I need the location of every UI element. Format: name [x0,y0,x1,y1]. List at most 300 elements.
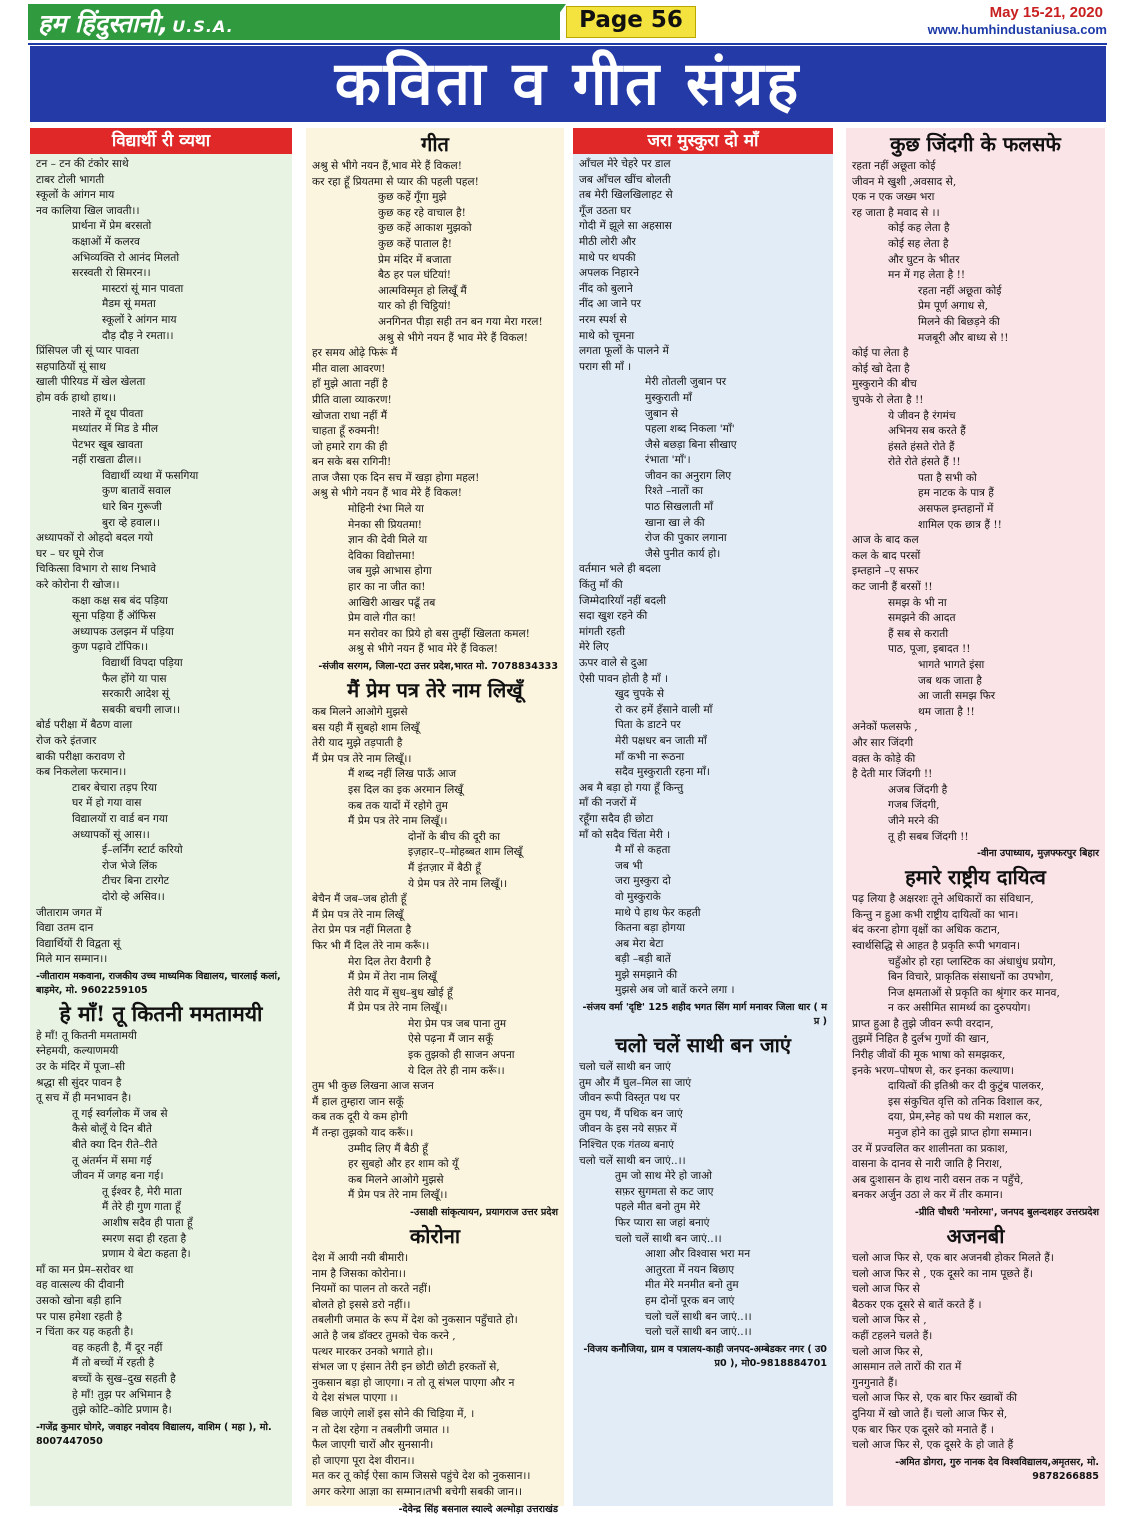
section-title: कविता व गीत संग्रह [334,49,802,119]
poem-line: कितना बड़ा होगया [615,922,685,935]
poem-line: मीत मेरे मनमीत बनो तुम [645,1279,739,1292]
poem-line: ताज जैसा एक दिन सच में खड़ा होगा महल! [312,471,480,484]
poem-line: जब आँचल खींच बोलती [579,173,671,186]
poem-line: आँचल मेरे चेहरे पर डाल [579,158,671,170]
poem-line: पहले मीत बनो तुम मेरे [615,1201,701,1214]
poem-line: मुस्कुराने की बीच [852,378,917,391]
poem-line: उसको खोना बड़ी हानि [36,1294,122,1307]
poem-line: हो जाएगा पूरा देश वीरान।। [312,1454,415,1467]
poem-line: बच्चों के सुख–दुख सहती है [72,1372,176,1385]
poem-line: करे कोरोना री खोज।। [36,579,120,592]
poem-line: दोरो व्हे असिव।। [102,890,165,903]
poem-line: कट जानी हैं बरसों !! [852,581,933,594]
poem-line: चहुँओर हो रहा प्लास्टिक का अंधाधुंध प्रयोग, [888,955,1057,968]
poem-line: मिले मान सम्मान।। [36,953,108,966]
poem-line: चलो चलें साथी बन जाएं..।। [579,1154,686,1167]
poem-line: पहला शब्द निकला 'माँ' [645,423,735,436]
poem-line: सदैव मुस्कुराती रहना माँ। [615,766,710,779]
poem-author: -उसाक्षी सांकृत्यायन, प्रयागराज उत्तर प्रदेश [410,1207,558,1218]
poem-body [30,1026,292,1421]
poem-line: उर में प्रज्वलित कर शालीनता का प्रकाश, [852,1142,1008,1155]
poem-line: विद्यार्थी व्यथा में फसगिया [102,469,199,482]
poem-line: टीचर बिना टारगेट [102,875,170,888]
poem-line: कोई पा लेता है [852,347,909,360]
poem-title: हमारे राष्ट्रीय दायित्व [905,865,1046,890]
poem-line: ये देश संभल पाएगा ।। [312,1392,398,1405]
poem-line: अश्रु से भीगे नयन हैं,भाव मेरे हैं विकल! [312,160,462,172]
poem-line: बिछ जाएंगे लाशें इस सोने की चिड़िया में, । [312,1407,475,1420]
poem-line: कोई कह लेता है [888,222,950,235]
poem-line: जीवन का अनुराग लिए [645,469,732,482]
poem-body [306,702,564,1206]
poem-line: कुछ कहें पाताल है! [378,237,453,250]
poem-line: प्रेम वाले गीत का! [348,612,417,625]
poem-line: वो मुस्कुराके [615,890,661,903]
poem-line: आसमान तले तारों की रात में [852,1361,962,1374]
poem-line: माथे को चूमना [579,329,635,342]
poem-line: आशा और विश्वास भरा मन [645,1248,751,1261]
poem-line: कुछ कहें आकाश मुझको [378,222,472,235]
poem-line: तेरी याद मुझे तड़पाती है [312,737,403,750]
poem-author: -देवेन्द्र सिंह बसनाल स्याल्दे अल्मोड़ा उत्तराखंड [398,1503,558,1515]
poem-line: प्रणाम ये बेटा कहता है। [102,1248,191,1261]
poem-line: माथे पे हाथ फेर कहती [615,906,701,919]
poem-line: मेनका सी प्रियतमा! [348,518,423,531]
poem-line: मैं हाल तुम्हारा जान सकूँ [312,1095,404,1108]
poem-author: -प्रीति चौधरी 'मनोरमा', जनपद बुलन्दशहर उत्तरप्रदेश [914,1207,1099,1218]
poem-line: ये दिल तेरे ही नाम करूँ।। [408,1064,505,1077]
poem-line: पिता के डाटने पर [615,719,681,732]
page-number: Page 56 [579,7,683,33]
poem-line: घर – घर घूमे रोज [36,547,104,560]
poem-line: आत्मविस्मृत हो लिखूँ मैं [378,284,467,297]
poem-line: मैं प्रेम पत्र तेरे नाम लिखूँ।। [348,815,448,828]
poem-line: मुझसे अब जो बातें करने लगा । [615,984,735,997]
poem-line: नहीं राखता ढील।। [72,454,142,467]
poem-line: फिर भी मैं दिल तेरे नाम करूँ।। [312,939,430,952]
poem-line: श्रद्धा सी सुंदर पावन है [36,1076,122,1089]
poem-line: पत्थर मारकर उनको भगाते हो।। [312,1345,434,1358]
poem-line: मांगती रहती [579,625,625,638]
poem-line: सदा खुश रहने की [579,610,648,623]
poem-line: मेरी तोतली जुबान पर [645,376,727,389]
brand-name: हम हिंदुस्तानी, [38,9,169,38]
poem-line: एक न एक जख्म भरा [852,191,935,204]
poem-line: दौड़ दौड़ ने रमता।। [102,329,174,342]
poem-line: कर रहा हूँ प्रियतमा से प्यार की पहली पहल! [312,175,479,188]
poem-line: अगर करेगा आज्ञा का सम्मान।तभी बचेगी सबकी जान।। [312,1485,522,1498]
poem-line: वक़्त के कोड़े की [852,752,916,765]
poem-line: हर समय ओढ़े फिरूं मैं [312,347,398,360]
poem-line: एक बार फिर एक दूसरे को मनाते हैं । [852,1423,994,1436]
poem-line: स्वार्थसिद्धि से आहत है प्रकृति रूपी भगवान। [852,939,1020,952]
poem-line: कोई सह लेता है [888,237,949,250]
poem-line: मैं शब्द नहीं लिख पाऊँ आज [348,768,457,781]
poem-line: रहता नहीं अछूता कोई [918,284,1002,297]
poem-line: मीठी लोरी और [579,235,636,248]
poem-line: मुस्कुराती माँ [645,391,692,404]
poem-line: इज़हार–ए–मोहब्बत शाम लिखूँ [408,846,523,859]
poem-line: बिन विचारे, प्राकृतिक संसाधनों का उपभोग, [888,971,1054,984]
poem-line: पाठ, पूजा, इबादत !! [888,643,971,656]
poem-line: खुद चुपके से [615,688,665,701]
poem-line: कोई खो देता है [852,362,910,375]
poem-line: मै माँ से कहता [615,844,671,857]
poem-line: धारे बिन गुरूजी [102,501,162,514]
poem-line: पढ़ लिया है अक्षरशः तूने अधिकारों का संविधान, [852,893,1034,906]
poem-line: फैल होंगे या पास [102,672,167,685]
poem-line: जैसे पुनीत कार्य हो। [645,547,721,560]
poem-line: प्रेम मंदिर में बजाता [378,253,452,266]
poem-line: रिश्ते –नातों का [645,485,703,498]
poem-line: इस दिल का इक अरमान लिखूँ [348,783,463,796]
poem-body [846,156,1105,847]
poem-line: दोनों के बीच की दूरी का [408,830,500,843]
poem-line: अभिव्यक्ति रो आनंद मिलतो [72,251,180,264]
poem-line: तब मेरी खिलखिलाहट से [579,189,673,202]
poem-line: हम नाटक के पात्र हैं [918,487,994,500]
poem-line: अध्यापकों रो ओहदो बदल गयो [36,532,153,545]
poem-line: सहपाठियों सूं साथ [36,360,106,373]
poem-line: न कर असीमित सामर्थ्य का दुरुपयोग। [888,1002,1031,1015]
poem-line: बाकी परीक्षा करावण रो [36,750,126,763]
poem-line: स्नेहमयी, कल्याणमयी [36,1045,119,1058]
poem-line: और सार जिंदगी [852,736,914,749]
poem-body [573,154,833,1001]
poem-line: नाम है जिसका कोरोना।। [312,1267,406,1280]
poem-line: कुण बातावें सवाल [102,485,171,498]
poem-line: मैं इंतज़ार में बैठी हूँ [408,861,481,874]
poem-line: लगता फूलों के पालने में [579,345,669,358]
poem-line: बन सके बस रागिनी! [312,456,392,469]
poem-line: अश्रु से भीगे नयन हैं भाव मेरे हैं विकल! [312,487,462,500]
poem-line: बैठ हर पल घंटियां! [378,269,451,282]
column-2 [306,128,564,1515]
poem-line: सबकी बचगी लाज।। [102,703,181,716]
poem-title: मैं प्रेम पत्र तेरे नाम लिखूँ [347,678,523,702]
poem-line: रंभाता 'माँ'। [645,454,691,467]
poem-line: रो कर हमें हँसाने वाली माँ [615,703,713,716]
poem-line: बीते क्या दिन रीते–रीते [72,1139,158,1152]
poem-line: टन – टन की टंकोर साथे [36,158,129,170]
poem-line: बंद करना होगा वृक्षों का अधिक कटान, [852,924,1001,937]
poem-line: विद्यार्थियों री विद्वता सूं [36,937,121,950]
poem-line: दायित्वों की इतिश्री कर दी कुटुंब पालकर, [888,1080,1045,1093]
poem-line: हम दोनों पूरक बन जाएं [645,1294,735,1307]
poem-line: प्रीति वाला व्याकरण! [312,393,392,406]
poem-line: कब तक यादों में रहोगे तुम [348,799,448,812]
poem-line: प्राप्त हुआ है तुझे जीवन रूपी वरदान, [852,1017,994,1030]
poem-line: जब मुझे आभास होगा [348,565,432,578]
poem-line: कक्षा कक्ष सब बंद पड़िया [72,594,168,607]
poem-line: जुबान से [645,407,679,420]
poem-line: मेरा प्रेम पत्र जब पाना तुम [408,1017,507,1030]
poem-line: स्कूलों रे आंगन माय [102,313,177,326]
poem-line: बेचैन मैं जब–जब होती हूँ [312,893,407,906]
poem-line: गूँज उठता घर [579,204,631,217]
poem-line: फैल जाएगी चारों और सुनसानी। [312,1439,434,1452]
poem-line: माँ को सदैव चिंता मेरी । [579,828,671,841]
masthead [0,0,1135,44]
poem-line: तुम और मैं घुल–मिल सा जाएं [579,1076,692,1089]
poem-line: मन में गह लेता है !! [888,269,966,282]
poem-line: हार का ना जीत का! [348,581,426,594]
poem-line: सफ़र सुगमता से कट जाए [615,1185,714,1198]
poem-line: खाना खा ले की [645,516,705,529]
poem-line: अश्रु से भीगे नयन हैं भाव मेरे हैं विकल! [378,331,528,344]
poem-line: खोजता राधा नहीं मैं [312,409,388,422]
poem-line: हाँ मुझे आता नहीं है [312,378,388,391]
poem-line: मध्यांतर में मिड डे मील [72,423,159,436]
poem-line: कुछ कह रहे वाचाल है! [378,206,466,219]
poem-line: तबलीगी जमात के रूप में देश को नुकसान पहुँचाते हो। [312,1314,518,1327]
poem-line: तू सच में ही मनभावन है। [36,1092,132,1105]
poem-body [846,1248,1105,1456]
poem-line: नींद आ जाने पर [579,298,642,311]
poem-line: वासना के दानव से नारी जाति है निराश, [852,1158,1003,1171]
brand-logo [38,6,234,40]
poem-line: खाली पीरियड में खेल खेलता [36,376,146,389]
poem-line: कब मिलने आओगे मुझसे [348,1173,444,1186]
poem-line: जीवन में जगह बना गई। [72,1170,164,1183]
poem-line: बैठकर एक दूसरे से बातें करते हैं । [852,1298,982,1311]
poem-line: अश्रु से भीगे नयन हैं भाव मेरे हैं विकल! [348,643,498,656]
poem-line: चलो चलें साथी बन जाएं..।। [645,1310,752,1323]
poem-line: ई–लर्निंग स्टार्ट करियो [102,844,183,857]
poem-line: रोज भेजे लिंक [102,859,158,872]
poem-line: पराग सी माँ । [579,360,632,373]
poem-line: बोर्ड परीक्षा में बैठण वाला [36,719,133,732]
poem-line: शामिल एक छात्र हैं !! [918,518,1002,531]
poem-line: माँ की नजरों में [579,797,637,810]
poem-line: पाठ सिखलाती माँ [645,501,714,514]
poem-line: आशीष सदैव ही पाता हूँ [102,1217,193,1229]
poem-line: न तो देश रहेगा न तबलीगी जमात ।। [312,1423,450,1436]
poem-line: कहीं टहलने चलते हैं। [852,1329,933,1342]
poem-line: तुम जो साथ मेरे हो जाओ [615,1170,712,1183]
poem-line: आज के बाद कल [852,534,919,547]
poem-line: इक तुझको ही साजन अपना [408,1049,515,1062]
poem-line: निरीह जीवों की मूक भाषा को समझकर, [852,1049,1006,1062]
poem-line: चाहता हूँ रुक्मनी! [312,425,380,438]
poem-line: देविका विद्योत्तमा! [348,549,416,562]
poem-line: आ जाती समझ फिर [918,690,996,703]
poem-line: चलो आज फिर से, [852,1345,924,1358]
column-1 [30,128,292,1506]
poem-line: चिकित्सा विभाग रो साथ निभावे [36,563,156,576]
poem-line: हे माँ! तुझ पर अभिमान है [72,1388,172,1401]
poem-line: होम वर्क हाथो हाथ।। [36,391,116,404]
poem-line: कब निकलेला फरमान।। [36,766,127,779]
poem-line: तेरी याद में सुध–बुध खोई हूँ [348,986,453,999]
poem-line: अब मेरा बेटा [615,937,664,950]
poem-line: गुनगुनाते हैं। [852,1376,898,1389]
poem-line: ये जीवन है रंगमंच [888,409,956,422]
poem-line: मेरी पक्षधर बन जाती माँ [615,734,707,747]
poem-line: मुझे समझाने की [615,968,678,981]
poem-title: चलो चलें साथी बन जाएं [615,1033,791,1058]
poem-line: मनुज होने का तुझे प्राप्त होगा सम्मान। [888,1127,1032,1140]
poem-line: आखिरी आखर पढूँ तब [348,596,436,609]
poem-line: निज क्षमताओं से प्रकृति का श्रृंगार कर मानव, [888,986,1060,999]
poem-line: पर पास हमेशा रहती है [36,1310,123,1323]
poem-line: इस संकुचित वृत्ति को तनिक विशाल कर, [888,1095,1043,1108]
poem-line: कुछ कहें गूँगा मुझे [378,191,447,204]
poem-line: बड़ी –बड़ी बातें [615,953,671,966]
poem-line: रोज करे इंतजार [36,734,97,747]
poem-line: सूना पड़िया हैं ऑफिस [72,610,156,623]
poem-line: स्कूलों के आंगन माय [36,189,115,202]
poem-line: घर में हो गया वास [72,797,142,810]
poem-line: मैं प्रेम पत्र तेरे नाम लिखूँ [312,908,404,921]
poem-line: बोलते हो इससे डरो नहीं।। [312,1298,411,1311]
poem-author: -अमित डोगरा, गुरु नानक देव विश्वविद्यालय,अमृतसर, मो. 9878266885 [895,1456,1099,1482]
poem-line: इनके भरण–पोषण से, कर इनका कल्याण। [852,1064,1014,1077]
poem-body [30,154,292,970]
poem-line: हे माँ! तू कितनी ममतामयी [36,1029,137,1042]
poem-line: जीवन रूपी विस्तृत पथ पर [579,1092,680,1105]
poem-line: गोदी में झूले सा अहसास [579,220,672,233]
poem-line: दुनिया में खो जाते हैं। चलो आज फिर से, [852,1407,1008,1420]
poem-line: कल के बाद परसों [852,549,921,562]
poem-line: यार को ही चिट्ठियां! [378,300,452,313]
poem-line: मिलने की बिछड़ने की [918,315,1000,328]
poem-line: सरकारी आदेश सूं [102,688,170,701]
poem-author: -वीना उपाध्याय, मुज़फ्फरपुर बिहार [976,848,1099,860]
poem-line: नव कालिया खिल जावती।। [36,204,140,217]
poem-line: देश में आयी नयी बीमारी। [312,1252,409,1264]
poem-line: तुम भी कुछ लिखना आज सजन [312,1080,434,1093]
poem-line: जब भी [615,859,643,872]
poem-line: उर के मंदिर में पूजा–सी [36,1061,125,1074]
poem-line: चलो आज फिर से [852,1283,920,1296]
poem-line: चलो चलें साथी बन जाएं..।। [615,1232,722,1245]
poem-line: नियमों का पालन तो करते नहीं। [312,1283,431,1296]
poem-line: रहता नहीं अछूता कोई [852,160,936,172]
poem-line: जो हमारे राग की ही [312,440,388,453]
poem-line: थम जाता है !! [918,705,975,718]
poem-line: मेरा दिल तेरा वैरागी है [348,955,431,968]
poem-line: मत कर तू कोई ऐसा काम जिससे पहुंचे देश को नुकसान।। [312,1470,531,1483]
poem-line: चलो चलें साथी बन जाएं [579,1061,671,1074]
poem-title: जरा मुस्कुरा दो माँ [573,128,833,154]
brand-bar-notch [540,4,566,40]
poem-line: कक्षाओं में कलरव [72,235,140,248]
poem-line: अपलक निहारने [579,267,640,280]
poem-line: जीवन मे खुशी ,अवसाद से, [852,175,957,188]
poem-line: अभिनय सब करते हैं [888,425,966,438]
poem-line: मन सरोवर का प्रिये हो बस तुम्हीं खिलता कमल! [348,627,530,640]
poem-line: ऐसी पावन होती है माँ । [579,672,669,685]
poem-line: समझ के भी ना [888,596,947,609]
poem-line: कुण पढ़ावे टॉपिक।। [72,641,149,654]
poem-title: कोरोना [409,1224,461,1248]
poem-line: मैडम सूं ममता [102,298,156,311]
poem-line: तेरा प्रेम पत्र नहीं मिलता है [312,924,412,937]
poem-line: अब मै बड़ा हो गया हूँ किन्तु [579,781,684,794]
poem-line: तू ही सबब जिंदगी !! [888,830,969,843]
poem-line: नुकसान बड़ा हो जाएगा। न तो तू संभल पाएगा और न [312,1376,515,1389]
poem-line: जीवन के इस नये सफ़र में [579,1123,677,1136]
poem-line: तू ईश्वर है, मेरी माता [102,1185,182,1198]
poem-line: चलो आज फिर से , एक दूसरे का नाम पूछते हैं। [852,1267,1033,1280]
poem-line: संभल जा ए इंसान तेरी इन छोटी छोटी हरकतों से, [312,1361,500,1374]
poem-line: बनकर अर्जुन उठा ले कर में तीर कमान। [852,1189,1003,1202]
poem-line: तुझे कोटि–कोटि प्रणाम है। [72,1404,172,1417]
poem-line: पता है सभी को [918,471,977,484]
poem-line: मैं तन्हा तुझको याद करूँ।। [312,1127,414,1140]
poem-line: मैं प्रेम में तेरा नाम लिखूँ [348,971,437,984]
poem-line: कब तक दूरी ये कम होगी [312,1111,408,1124]
poem-author: -विजय कनौजिया, ग्राम व पत्रालय-काही जनपद-अम्बेडकर नगर ( उ0 प्र0 ), मो0-9818884701 [583,1343,827,1369]
poem-line: विद्यालयों रा वार्ड बन गया [72,812,168,825]
poem-line: नींद को बुलाने [579,282,633,295]
poem-line: अध्यापकों सूं आस।। [72,828,150,841]
poem-line: प्रिंसिपल जी सूं प्यार पावता [36,345,139,358]
poem-line: पेटभर खूब खावता [72,438,143,451]
poem-line: तू अंतर्मन में समा गई [72,1154,152,1167]
poem-line: मैं प्रेम पत्र तेरे नाम लिखूँ।। [312,752,412,765]
poem-body [306,156,564,660]
poem-line: मैं प्रेम पत्र तेरे नाम लिखूँ।। [348,1189,448,1202]
poem-line: अध्यापक उलझन में पड़िया [72,625,174,638]
poem-line: मास्टरां सूं मान पावता [102,282,184,295]
poem-line: जब थक जाता है [918,674,982,687]
poem-line: मैं तेरे ही गुण गाता हूँ [102,1201,181,1214]
poem-line: नरम स्पर्श से [579,313,627,326]
poem-line: हैं सब से कराती [888,627,949,640]
poem-line: मजबूरी और बाध्य से !! [918,331,1009,344]
poem-line: बस यही मैं सुबहो शाम लिखूँ [312,721,420,734]
poem-line: है देती मार जिंदगी !! [852,768,933,781]
poem-line: न चिंता कर यह कहती है। [36,1326,134,1339]
poem-line: वर्तमान भले ही बदला [579,563,661,576]
poem-line: टाबर बेचारा तड़प रिया [72,781,157,794]
poem-line: प्रेम पूर्ण अगाध से, [918,300,988,313]
poem-line: टाबर टोली भागती [36,173,105,186]
poem-line: सरस्वती रो सिमरन।। [72,267,151,280]
poem-line: उम्मीद लिए मैं बैठी हूँ [348,1142,428,1155]
website-link[interactable]: www.humhindustaniusa.com [927,22,1107,37]
poem-line: प्रार्थना में प्रेम बरसतो [72,220,152,233]
poem-line: मोहिनी रंभा मिले या [348,503,424,516]
poem-line: वह वात्सल्य की दीवानी [36,1279,124,1292]
poem-title: गीत [421,132,449,156]
poem-line: विद्या उतम दान [36,922,94,935]
poem-line: चलो आज फिर से , [852,1314,927,1327]
poem-line: आते है जब डॉक्टर तुमको चेक करने , [312,1329,456,1342]
poem-line: ऊपर वाले से दुआ [579,657,648,669]
poem-line: दया, प्रेम,स्नेह को पथ की मशाल कर, [888,1111,1032,1124]
poem-line: आतुरता में नयन बिछाए [645,1263,735,1276]
poem-line: किंतु माँ की [579,579,623,592]
poem-title: हे माँ! तू कितनी ममतामयी [59,1000,263,1026]
poem-line: तुम पथ, मैं पथिक बन जाएं [579,1107,683,1120]
issue-date: May 15-21, 2020 [989,4,1103,21]
poem-line: स्मरण सदा ही रहता है [102,1232,187,1245]
poem-line: तू गई स्वर्गलोक में जब से [72,1107,168,1120]
poem-line: कैसे बोलूँ ये दिन बीते [72,1123,152,1136]
poem-line: ये प्रेम पत्र तेरे नाम लिखूँ।। [408,877,508,890]
poem-line: मैं तो बच्चों में रहती है [72,1357,155,1370]
poem-line: मीत वाला आवरण! [312,362,386,375]
poem-line: जिम्मेदारियाँ नहीं बदली [579,594,667,607]
poem-line: बुरा व्हे हवाल।। [102,516,161,529]
poem-line: रहूँगा सदैव ही छोटा [579,812,654,825]
poem-line: विद्यार्थी विपदा पड़िया [102,657,183,669]
poem-line: असफल इम्तहानों में [918,503,994,516]
poem-line: माँ का मन प्रेम–सरोवर था [36,1263,134,1276]
